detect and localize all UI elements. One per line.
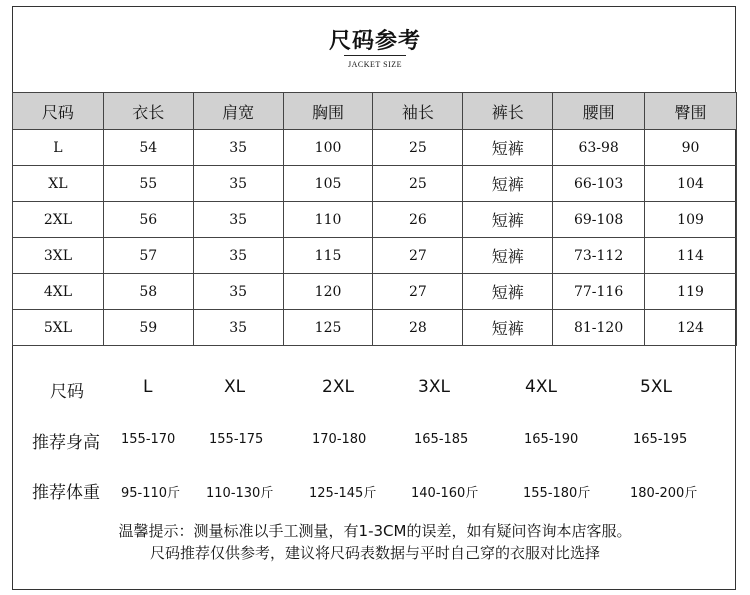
cell-size: 4XL <box>13 274 104 310</box>
cell-chest: 115 <box>283 238 373 274</box>
cell-shoulder: 35 <box>193 166 283 202</box>
col-header-length: 衣长 <box>103 93 193 130</box>
cell-size: 3XL <box>13 238 104 274</box>
recommend-size-row <box>0 377 750 407</box>
cell-shoulder: 35 <box>193 130 283 166</box>
cell-pants: 短裤 <box>463 202 553 238</box>
recommend-height: 165-185 <box>414 432 469 447</box>
recommend-weight: 125-145斤 <box>309 486 377 501</box>
recommend-size: XL <box>224 377 246 397</box>
cell-size: 5XL <box>13 310 104 346</box>
cell-length: 55 <box>103 166 193 202</box>
cell-pants: 短裤 <box>463 310 553 346</box>
recommend-height: 155-175 <box>209 432 264 447</box>
recommend-weight: 110-130斤 <box>206 486 274 501</box>
recommend-height: 165-190 <box>524 432 579 447</box>
cell-sleeve: 26 <box>373 202 463 238</box>
recommend-size: L <box>143 377 153 397</box>
cell-sleeve: 27 <box>373 238 463 274</box>
recommend-size-label: 尺码 <box>50 382 84 402</box>
recommend-weight: 180-200斤 <box>630 486 698 501</box>
recommend-size: 4XL <box>525 377 557 397</box>
table-row <box>13 166 737 202</box>
note-line-1: 温馨提示：测量标准以手工测量，有1-3CM的误差，如有疑问咨询本店客服。 <box>118 522 632 540</box>
cell-shoulder: 35 <box>193 238 283 274</box>
recommend-weight-row <box>0 478 750 508</box>
chart-title: 尺码参考 <box>328 28 421 54</box>
table-row <box>13 130 737 166</box>
recommend-height-label: 推荐身高 <box>32 433 100 453</box>
recommend-weight-label: 推荐体重 <box>32 483 100 503</box>
cell-size: XL <box>13 166 104 202</box>
cell-sleeve: 28 <box>373 310 463 346</box>
chart-subtitle: JACKET SIZE <box>347 60 403 69</box>
cell-hip: 104 <box>645 166 737 202</box>
cell-chest: 100 <box>283 130 373 166</box>
cell-size: 2XL <box>13 202 104 238</box>
col-header-sleeve: 袖长 <box>373 93 463 130</box>
recommend-size: 2XL <box>322 377 354 397</box>
cell-size: L <box>13 130 104 166</box>
table-row <box>13 274 737 310</box>
cell-waist: 81-120 <box>553 310 645 346</box>
cell-length: 54 <box>103 130 193 166</box>
size-table <box>12 92 737 346</box>
cell-hip: 109 <box>645 202 737 238</box>
col-header-shoulder: 肩宽 <box>193 93 283 130</box>
cell-shoulder: 35 <box>193 202 283 238</box>
recommend-height: 170-180 <box>312 432 367 447</box>
col-header-hip: 臀围 <box>645 93 737 130</box>
cell-chest: 110 <box>283 202 373 238</box>
cell-pants: 短裤 <box>463 130 553 166</box>
cell-chest: 120 <box>283 274 373 310</box>
col-header-size: 尺码 <box>13 93 104 130</box>
cell-sleeve: 25 <box>373 166 463 202</box>
col-header-waist: 腰围 <box>553 93 645 130</box>
cell-shoulder: 35 <box>193 274 283 310</box>
col-header-chest: 胸围 <box>283 93 373 130</box>
title-divider <box>344 55 406 56</box>
recommend-weight: 140-160斤 <box>411 486 479 501</box>
table-row <box>13 238 737 274</box>
note-line-2: 尺码推荐仅供参考，建议将尺码表数据与平时自己穿的衣服对比选择 <box>149 544 600 562</box>
cell-waist: 63-98 <box>553 130 645 166</box>
recommend-height-row <box>0 428 750 458</box>
recommend-height: 165-195 <box>633 432 688 447</box>
cell-chest: 105 <box>283 166 373 202</box>
cell-pants: 短裤 <box>463 166 553 202</box>
cell-length: 56 <box>103 202 193 238</box>
cell-waist: 66-103 <box>553 166 645 202</box>
cell-waist: 69-108 <box>553 202 645 238</box>
cell-hip: 119 <box>645 274 737 310</box>
table-header-row <box>13 93 737 130</box>
recommend-weight: 95-110斤 <box>121 486 181 501</box>
cell-pants: 短裤 <box>463 238 553 274</box>
cell-hip: 114 <box>645 238 737 274</box>
recommend-size: 5XL <box>640 377 672 397</box>
cell-sleeve: 27 <box>373 274 463 310</box>
table-row <box>13 310 737 346</box>
recommend-height: 155-170 <box>121 432 176 447</box>
cell-shoulder: 35 <box>193 310 283 346</box>
cell-hip: 124 <box>645 310 737 346</box>
table-row <box>13 202 737 238</box>
recommend-weight: 155-180斤 <box>523 486 591 501</box>
cell-length: 59 <box>103 310 193 346</box>
cell-length: 58 <box>103 274 193 310</box>
cell-waist: 77-116 <box>553 274 645 310</box>
cell-chest: 125 <box>283 310 373 346</box>
cell-hip: 90 <box>645 130 737 166</box>
cell-sleeve: 25 <box>373 130 463 166</box>
recommend-size: 3XL <box>418 377 450 397</box>
cell-pants: 短裤 <box>463 274 553 310</box>
cell-waist: 73-112 <box>553 238 645 274</box>
col-header-pants: 裤长 <box>463 93 553 130</box>
cell-length: 57 <box>103 238 193 274</box>
